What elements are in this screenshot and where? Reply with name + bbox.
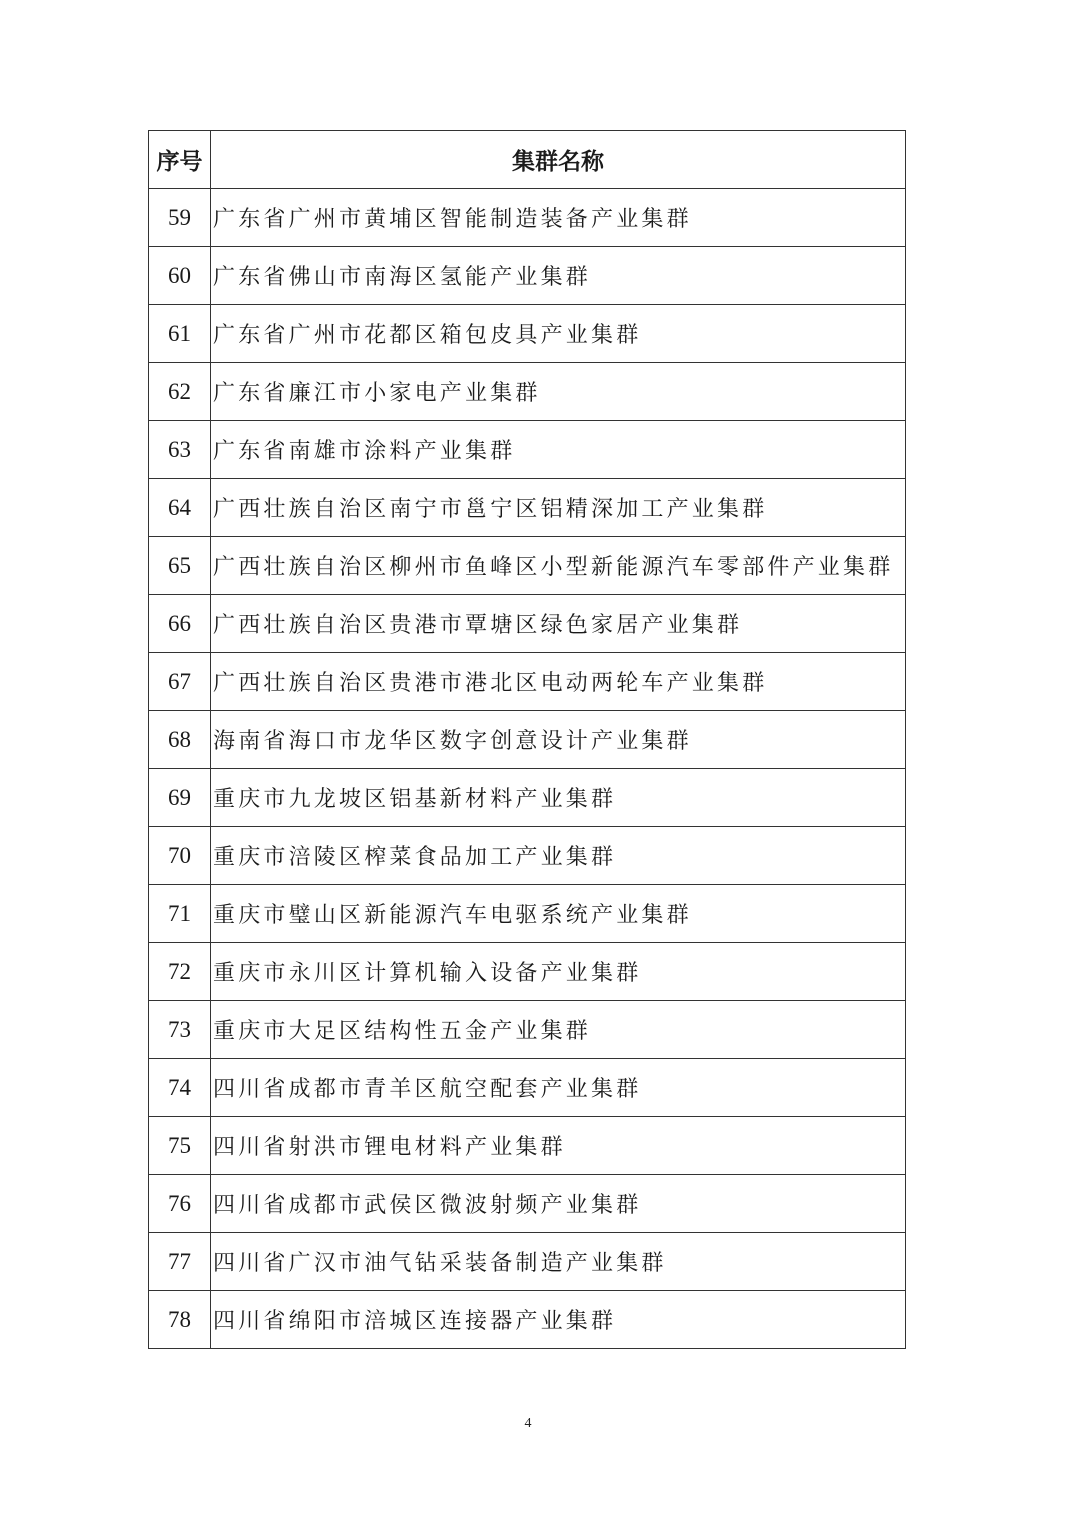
row-seq: 72	[149, 943, 211, 1001]
table-row	[149, 189, 906, 247]
row-name: 广西壮族自治区柳州市鱼峰区小型新能源汽车零部件产业集群	[211, 537, 906, 595]
row-name: 广东省廉江市小家电产业集群	[211, 363, 906, 421]
row-name: 重庆市璧山区新能源汽车电驱系统产业集群	[211, 885, 906, 943]
row-seq: 61	[149, 305, 211, 363]
table-row	[149, 305, 906, 363]
row-name: 广东省广州市花都区箱包皮具产业集群	[211, 305, 906, 363]
row-seq: 62	[149, 363, 211, 421]
cluster-table	[148, 130, 906, 1349]
row-name: 海南省海口市龙华区数字创意设计产业集群	[211, 711, 906, 769]
table-row	[149, 1001, 906, 1059]
table-row	[149, 653, 906, 711]
table-row	[149, 247, 906, 305]
table-row	[149, 479, 906, 537]
table-row	[149, 421, 906, 479]
row-seq: 68	[149, 711, 211, 769]
table-row	[149, 1059, 906, 1117]
row-name: 重庆市涪陵区榨菜食品加工产业集群	[211, 827, 906, 885]
row-seq: 77	[149, 1233, 211, 1291]
table-header-row	[149, 131, 906, 189]
row-name: 四川省成都市青羊区航空配套产业集群	[211, 1059, 906, 1117]
row-seq: 67	[149, 653, 211, 711]
row-seq: 74	[149, 1059, 211, 1117]
table-row	[149, 769, 906, 827]
row-name: 四川省绵阳市涪城区连接器产业集群	[211, 1291, 906, 1349]
row-name: 四川省成都市武侯区微波射频产业集群	[211, 1175, 906, 1233]
row-seq: 63	[149, 421, 211, 479]
row-seq: 70	[149, 827, 211, 885]
row-name: 广西壮族自治区贵港市覃塘区绿色家居产业集群	[211, 595, 906, 653]
table-row	[149, 827, 906, 885]
row-seq: 75	[149, 1117, 211, 1175]
table-row	[149, 363, 906, 421]
row-name: 广东省南雄市涂料产业集群	[211, 421, 906, 479]
row-name: 广东省广州市黄埔区智能制造装备产业集群	[211, 189, 906, 247]
table-row	[149, 711, 906, 769]
row-seq: 59	[149, 189, 211, 247]
row-seq: 66	[149, 595, 211, 653]
row-seq: 71	[149, 885, 211, 943]
table-row	[149, 1175, 906, 1233]
row-seq: 60	[149, 247, 211, 305]
table-row	[149, 595, 906, 653]
row-name: 广西壮族自治区南宁市邕宁区铝精深加工产业集群	[211, 479, 906, 537]
row-seq: 76	[149, 1175, 211, 1233]
row-name: 重庆市大足区结构性五金产业集群	[211, 1001, 906, 1059]
row-seq: 64	[149, 479, 211, 537]
table-row	[149, 1117, 906, 1175]
table-row	[149, 1233, 906, 1291]
row-name: 重庆市永川区计算机输入设备产业集群	[211, 943, 906, 1001]
row-name: 四川省广汉市油气钻采装备制造产业集群	[211, 1233, 906, 1291]
page-number: 4	[524, 1416, 532, 1431]
row-seq: 65	[149, 537, 211, 595]
row-name: 重庆市九龙坡区铝基新材料产业集群	[211, 769, 906, 827]
row-name: 四川省射洪市锂电材料产业集群	[211, 1117, 906, 1175]
table-row	[149, 1291, 906, 1349]
row-name: 广东省佛山市南海区氢能产业集群	[211, 247, 906, 305]
table-row	[149, 885, 906, 943]
row-seq: 69	[149, 769, 211, 827]
row-seq: 73	[149, 1001, 211, 1059]
row-seq: 78	[149, 1291, 211, 1349]
table-row	[149, 943, 906, 1001]
header-seq: 序号	[149, 131, 211, 189]
row-name: 广西壮族自治区贵港市港北区电动两轮车产业集群	[211, 653, 906, 711]
header-name: 集群名称	[211, 131, 906, 189]
table-row	[149, 537, 906, 595]
